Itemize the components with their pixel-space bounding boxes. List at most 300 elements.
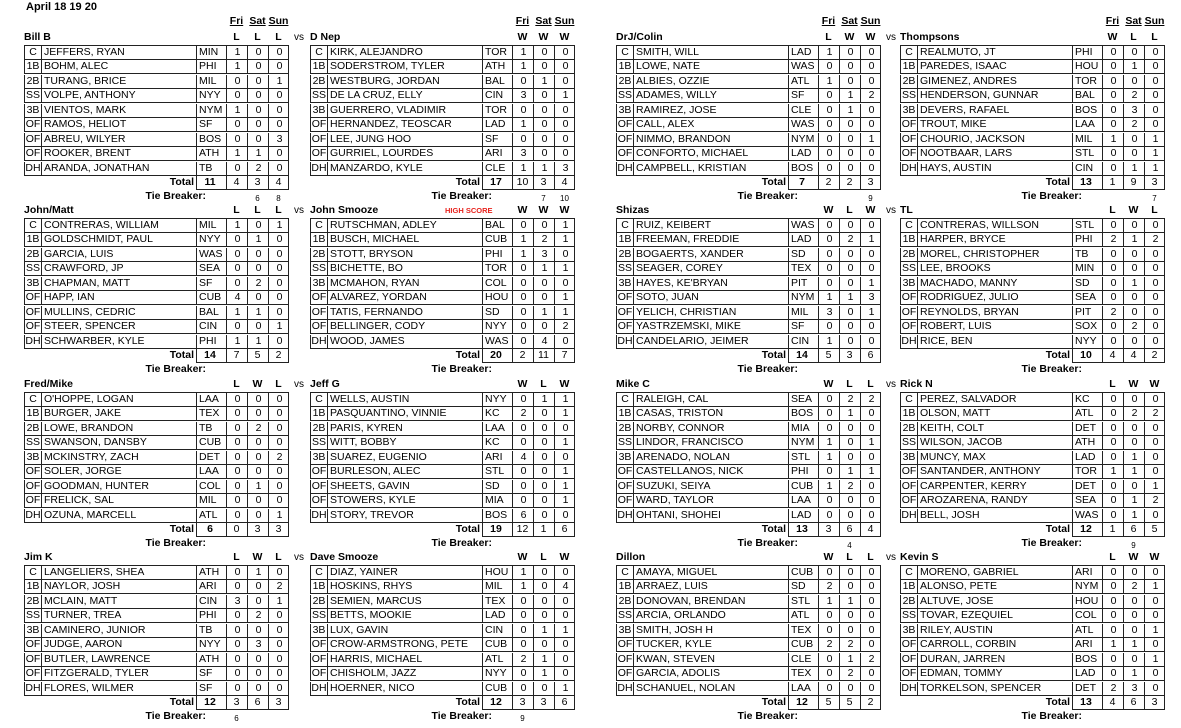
day-label: Sun (860, 15, 881, 27)
player-position: SS (901, 262, 916, 274)
total-label: Total (169, 349, 194, 361)
total-cell-divider (839, 176, 840, 189)
player-mlb-team: ATL (196, 509, 226, 522)
player-position: 2B (616, 75, 634, 88)
player-mlb-team: ARI (1072, 638, 1102, 651)
player-day-score: 0 (226, 465, 248, 478)
player-day-score: 0 (1102, 407, 1124, 420)
player-day-score: 1 (1123, 277, 1145, 290)
player-name: LOWE, BRANDON (44, 421, 134, 434)
player-position: 1B (616, 60, 634, 73)
player-position: SS (25, 89, 40, 101)
player-mlb-team: ATH (196, 566, 226, 579)
total-box (788, 696, 881, 710)
player-name: ABREU, WILYER (44, 132, 126, 145)
total-cell-divider (839, 696, 840, 709)
player-day-score: 0 (268, 609, 290, 622)
player-day-score: 0 (226, 451, 248, 464)
player-day-score: 1 (226, 104, 248, 117)
player-position: OF (25, 465, 41, 477)
player-position: DH (901, 161, 917, 174)
player-mlb-team: KC (482, 407, 512, 420)
player-row (616, 595, 881, 609)
player-row (310, 46, 575, 60)
player-row (24, 624, 289, 638)
player-mlb-team: DET (1072, 682, 1102, 695)
player-day-score: 0 (268, 104, 290, 117)
player-day-score: 1 (268, 320, 290, 333)
player-name: ARANDA, JONATHAN (44, 161, 150, 174)
vs-label: vs (294, 379, 304, 390)
player-day-score: 0 (839, 335, 861, 348)
day-total: 3 (846, 349, 853, 361)
player-day-score: 0 (1102, 219, 1124, 232)
player-day-score: 2 (1123, 89, 1145, 102)
team-name: Shizas (616, 204, 650, 216)
player-mlb-team: LAA (788, 494, 818, 507)
vs-label: vs (886, 32, 896, 43)
player-mlb-team: HOU (482, 566, 512, 579)
player-mlb-team: BAL (482, 219, 512, 232)
player-position: SS (901, 609, 916, 621)
tie-breaker-row (900, 363, 1165, 376)
player-day-score: 0 (1144, 118, 1166, 131)
player-mlb-team: ATL (482, 653, 512, 666)
player-row (24, 147, 289, 161)
team-header (24, 203, 304, 217)
team-total: 19 (490, 523, 502, 535)
player-name: TATIS, FERNANDO (330, 305, 423, 318)
player-name: MORENO, GABRIEL (920, 565, 1019, 578)
player-day-score: 1 (554, 436, 576, 449)
table-right-border (574, 392, 575, 524)
player-mlb-team: PHI (196, 60, 226, 73)
player-position: OF (901, 147, 917, 159)
team-name: Bill B (24, 31, 51, 43)
player-mlb-team: CUB (482, 233, 512, 246)
player-day-score: 1 (512, 233, 534, 246)
player-day-score: 1 (1123, 638, 1145, 651)
player-mlb-team: ATH (196, 147, 226, 160)
player-mlb-team: PHI (788, 465, 818, 478)
player-day-score: 0 (839, 248, 861, 261)
player-row (616, 465, 881, 479)
player-day-score: 0 (818, 566, 840, 579)
player-day-score: 0 (247, 219, 269, 232)
tie-breaker-row (900, 190, 1165, 203)
total-cell-divider (1144, 349, 1145, 362)
player-day-score: 0 (839, 509, 861, 522)
player-name: SEMIEN, MARCUS (330, 594, 422, 607)
player-row (24, 118, 289, 132)
player-position: OF (25, 638, 41, 650)
player-day-score: 0 (533, 133, 555, 146)
player-row (24, 262, 289, 276)
result-letter: L (867, 551, 874, 563)
player-row (900, 465, 1165, 479)
team-header (900, 377, 1165, 391)
tie-breaker-row (24, 710, 289, 723)
player-day-score: 0 (1102, 451, 1124, 464)
player-day-score: 0 (268, 46, 290, 59)
player-day-score: 0 (268, 335, 290, 348)
player-day-score: 0 (247, 89, 269, 102)
player-day-score: 0 (554, 451, 576, 464)
player-position: 1B (310, 233, 328, 246)
player-row (616, 335, 881, 349)
player-row (24, 320, 289, 334)
player-position: SS (617, 262, 632, 274)
player-position: OF (25, 494, 41, 506)
player-row (24, 104, 289, 118)
player-day-score: 0 (554, 104, 576, 117)
player-mlb-team: WAS (788, 60, 818, 73)
player-row (900, 162, 1165, 176)
player-day-score: 2 (1123, 407, 1145, 420)
player-day-score: 0 (533, 465, 555, 478)
player-day-score: 0 (1102, 104, 1124, 117)
tie-breaker-row (310, 190, 575, 203)
player-position: OF (311, 118, 327, 130)
player-day-score: 2 (1144, 494, 1166, 507)
player-position: C (310, 219, 328, 232)
player-mlb-team: WAS (482, 335, 512, 348)
player-name: PAREDES, ISAAC (920, 60, 1007, 72)
player-day-score: 0 (1102, 320, 1124, 333)
tie-breaker-label: Tie Breaker: (431, 190, 492, 202)
total-box (788, 523, 881, 537)
player-day-score: 0 (512, 667, 534, 680)
player-day-score: 0 (533, 566, 555, 579)
tie-breaker-row (24, 363, 289, 376)
player-name: HARPER, BRYCE (920, 233, 1006, 245)
player-name: CAMINERO, JUNIOR (44, 623, 146, 636)
player-mlb-team: LAD (482, 609, 512, 622)
player-name: BETTS, MOOKIE (330, 609, 412, 621)
player-mlb-team: CUB (788, 566, 818, 579)
total-cell-divider (818, 696, 819, 709)
player-day-score: 1 (226, 306, 248, 319)
player-day-score: 2 (554, 320, 576, 333)
player-position: 1B (24, 580, 42, 593)
tie-breaker-label: Tie Breaker: (1021, 537, 1082, 549)
player-day-score: 0 (554, 653, 576, 666)
player-day-score: 1 (512, 60, 534, 73)
player-day-score: 1 (1123, 667, 1145, 680)
player-row (616, 306, 881, 320)
player-row (616, 233, 881, 247)
day-label: Fri (821, 15, 836, 27)
player-name: PARIS, KYREN (330, 421, 403, 434)
player-day-score: 0 (226, 638, 248, 651)
player-row (900, 104, 1165, 118)
day-total: 5 (825, 696, 832, 708)
tie-breaker-value: 9 (520, 714, 525, 723)
player-mlb-team: BOS (1072, 653, 1102, 666)
team-header (24, 550, 304, 564)
player-day-score: 0 (1102, 566, 1124, 579)
player-row (900, 638, 1165, 652)
player-position: 1B (24, 60, 42, 73)
player-name: RUTSCHMAN, ADLEY (330, 218, 437, 231)
player-position: 2B (24, 248, 42, 261)
player-day-score: 2 (1123, 320, 1145, 333)
player-day-score: 0 (1144, 75, 1166, 88)
result-letter: W (252, 378, 263, 390)
player-day-score: 0 (512, 335, 534, 348)
player-mlb-team: KC (482, 436, 512, 449)
player-day-score: 0 (818, 89, 840, 102)
player-row (900, 580, 1165, 594)
player-day-score: 3 (1123, 682, 1145, 695)
player-row (616, 451, 881, 465)
player-row (24, 233, 289, 247)
player-day-score: 0 (860, 147, 882, 160)
tie-breaker-row (900, 537, 1165, 550)
total-cell-divider (554, 349, 555, 362)
player-name: MCMAHON, RYAN (330, 276, 420, 289)
player-mlb-team: NYM (1072, 580, 1102, 593)
player-position: 1B (900, 580, 918, 593)
player-name: VOLPE, ANTHONY (44, 89, 136, 101)
player-mlb-team: STL (788, 595, 818, 608)
player-position: 2B (616, 422, 634, 435)
player-day-score: 1 (512, 248, 534, 261)
player-row (616, 219, 881, 233)
player-day-score: 0 (839, 75, 861, 88)
team-header (616, 550, 896, 564)
player-day-score: 0 (554, 595, 576, 608)
player-day-score: 0 (533, 422, 555, 435)
player-row (24, 580, 289, 594)
player-day-score: 0 (839, 609, 861, 622)
player-day-score: 2 (533, 233, 555, 246)
player-mlb-team: NYY (1072, 335, 1102, 348)
day-label: Fri (229, 15, 244, 27)
player-position: DH (901, 681, 917, 694)
player-position: OF (901, 465, 917, 477)
result-letter: W (559, 551, 570, 563)
player-mlb-team: LAA (482, 422, 512, 435)
player-mlb-team: COL (196, 480, 226, 493)
player-mlb-team: BOS (196, 133, 226, 146)
player-mlb-team: LAD (1072, 667, 1102, 680)
total-box (196, 176, 289, 190)
player-day-score: 0 (247, 667, 269, 680)
day-total: 4 (275, 176, 282, 188)
player-day-score: 0 (268, 393, 290, 406)
player-day-score: 2 (247, 422, 269, 435)
player-name: OLSON, MATT (920, 407, 991, 419)
player-day-score: 0 (247, 75, 269, 88)
player-day-score: 0 (247, 46, 269, 59)
player-day-score: 0 (268, 291, 290, 304)
player-position: OF (617, 652, 633, 665)
player-mlb-team: ARI (196, 580, 226, 593)
player-day-score: 1 (226, 147, 248, 160)
team-block (24, 377, 304, 555)
player-row (616, 436, 881, 450)
player-position: 3B (24, 624, 42, 637)
team-block (900, 203, 1165, 381)
player-mlb-team: TB (196, 162, 226, 175)
player-name: BOHM, ALEC (44, 60, 109, 72)
day-total: 3 (540, 696, 547, 708)
player-day-score: 0 (1102, 75, 1124, 88)
table-right-border (880, 218, 881, 350)
player-day-score: 1 (268, 595, 290, 608)
player-mlb-team: PHI (1072, 46, 1102, 59)
player-day-score: 0 (1123, 219, 1145, 232)
team-total: 14 (204, 349, 216, 361)
player-row (24, 133, 289, 147)
player-name: HERNANDEZ, TEOSCAR (330, 118, 452, 130)
player-name: STOWERS, KYLE (330, 494, 416, 506)
player-mlb-team: BOS (788, 162, 818, 175)
player-day-score: 0 (512, 306, 534, 319)
player-mlb-team: MIL (1072, 133, 1102, 146)
player-day-score: 0 (818, 233, 840, 246)
player-mlb-team: HOU (1072, 60, 1102, 73)
player-name: YELICH, CHRISTIAN (636, 305, 737, 318)
player-position: OF (617, 118, 633, 130)
player-row (900, 682, 1165, 696)
player-row (900, 320, 1165, 334)
total-label: Total (455, 523, 480, 535)
player-name: SCHANUEL, NOLAN (636, 681, 736, 694)
player-day-score: 0 (860, 682, 882, 695)
player-day-score: 1 (1102, 133, 1124, 146)
player-row (616, 60, 881, 74)
player-mlb-team: CLE (482, 162, 512, 175)
team-total: 12 (490, 696, 502, 708)
player-row (616, 566, 881, 580)
player-mlb-team: MIN (1072, 262, 1102, 275)
team-total: 12 (204, 696, 216, 708)
player-position: OF (617, 305, 633, 318)
result-letter: L (275, 204, 282, 216)
total-cell-divider (1123, 349, 1124, 362)
team-name: Kevin S (900, 551, 939, 563)
player-position: SS (617, 89, 632, 101)
player-day-score: 0 (1102, 335, 1124, 348)
player-day-score: 0 (247, 133, 269, 146)
player-row (900, 233, 1165, 247)
player-row (900, 451, 1165, 465)
player-day-score: 1 (818, 595, 840, 608)
player-day-score: 1 (533, 75, 555, 88)
player-day-score: 0 (247, 262, 269, 275)
player-day-score: 0 (1123, 248, 1145, 261)
player-position: C (900, 46, 918, 59)
player-day-score: 1 (512, 580, 534, 593)
player-day-score: 0 (1144, 320, 1166, 333)
day-total: 1 (540, 523, 547, 535)
player-position: 3B (24, 451, 42, 464)
player-day-score: 0 (554, 147, 576, 160)
player-day-score: 0 (268, 233, 290, 246)
player-day-score: 1 (1144, 653, 1166, 666)
result-letter: W (252, 551, 263, 563)
player-day-score: 0 (1144, 609, 1166, 622)
player-day-score: 3 (533, 248, 555, 261)
player-day-score: 0 (1144, 595, 1166, 608)
player-position: 3B (24, 104, 42, 117)
result-letter: W (844, 31, 855, 43)
player-mlb-team: SD (788, 248, 818, 261)
tie-breaker-row (616, 537, 881, 550)
team-total: 11 (204, 176, 216, 188)
player-day-score: 0 (818, 609, 840, 622)
player-day-score: 1 (1123, 509, 1145, 522)
player-day-score: 0 (226, 262, 248, 275)
player-mlb-team: PIT (1072, 306, 1102, 319)
player-position: SS (311, 262, 326, 274)
player-day-score: 0 (860, 595, 882, 608)
day-total: 2 (519, 349, 526, 361)
player-day-score: 0 (1144, 104, 1166, 117)
total-cell-divider (1123, 176, 1124, 189)
result-letter: W (1149, 378, 1160, 390)
player-day-score: 0 (860, 494, 882, 507)
team-name: TL (900, 204, 913, 216)
day-total: 2 (846, 176, 853, 188)
total-cell-divider (1102, 523, 1103, 536)
player-day-score: 0 (818, 667, 840, 680)
player-mlb-team: NYY (196, 233, 226, 246)
player-mlb-team: MIL (482, 580, 512, 593)
total-cell-divider (839, 523, 840, 536)
player-position: 1B (616, 407, 634, 420)
day-total: 7 (561, 349, 568, 361)
player-day-score: 0 (860, 480, 882, 493)
player-row (24, 75, 289, 89)
player-day-score: 0 (247, 451, 269, 464)
player-mlb-team: NYM (788, 436, 818, 449)
player-mlb-team: WAS (788, 219, 818, 232)
player-position: OF (25, 667, 41, 679)
total-cell-divider (512, 349, 513, 362)
player-day-score: 0 (1123, 566, 1145, 579)
player-mlb-team: SF (788, 320, 818, 333)
player-position: OF (25, 320, 41, 332)
player-day-score: 0 (1102, 46, 1124, 59)
player-day-score: 0 (226, 436, 248, 449)
player-day-score: 1 (512, 162, 534, 175)
player-day-score: 0 (533, 451, 555, 464)
player-day-score: 0 (1123, 480, 1145, 493)
player-position: OF (901, 118, 917, 130)
result-letter: W (559, 378, 570, 390)
player-row (24, 60, 289, 74)
player-name: SHEETS, GAVIN (330, 479, 410, 492)
player-day-score: 0 (533, 609, 555, 622)
player-row (900, 667, 1165, 681)
player-position: SS (25, 609, 40, 621)
player-row (24, 480, 289, 494)
player-day-score: 0 (839, 494, 861, 507)
total-cell-divider (1144, 523, 1145, 536)
player-row (310, 436, 575, 450)
player-row (310, 277, 575, 291)
player-day-score: 0 (226, 89, 248, 102)
total-cell-divider (247, 176, 248, 189)
result-letter: W (865, 204, 876, 216)
player-day-score: 1 (860, 465, 882, 478)
total-cell-divider (268, 349, 269, 362)
tie-breaker-label: Tie Breaker: (737, 190, 798, 202)
player-day-score: 0 (226, 133, 248, 146)
